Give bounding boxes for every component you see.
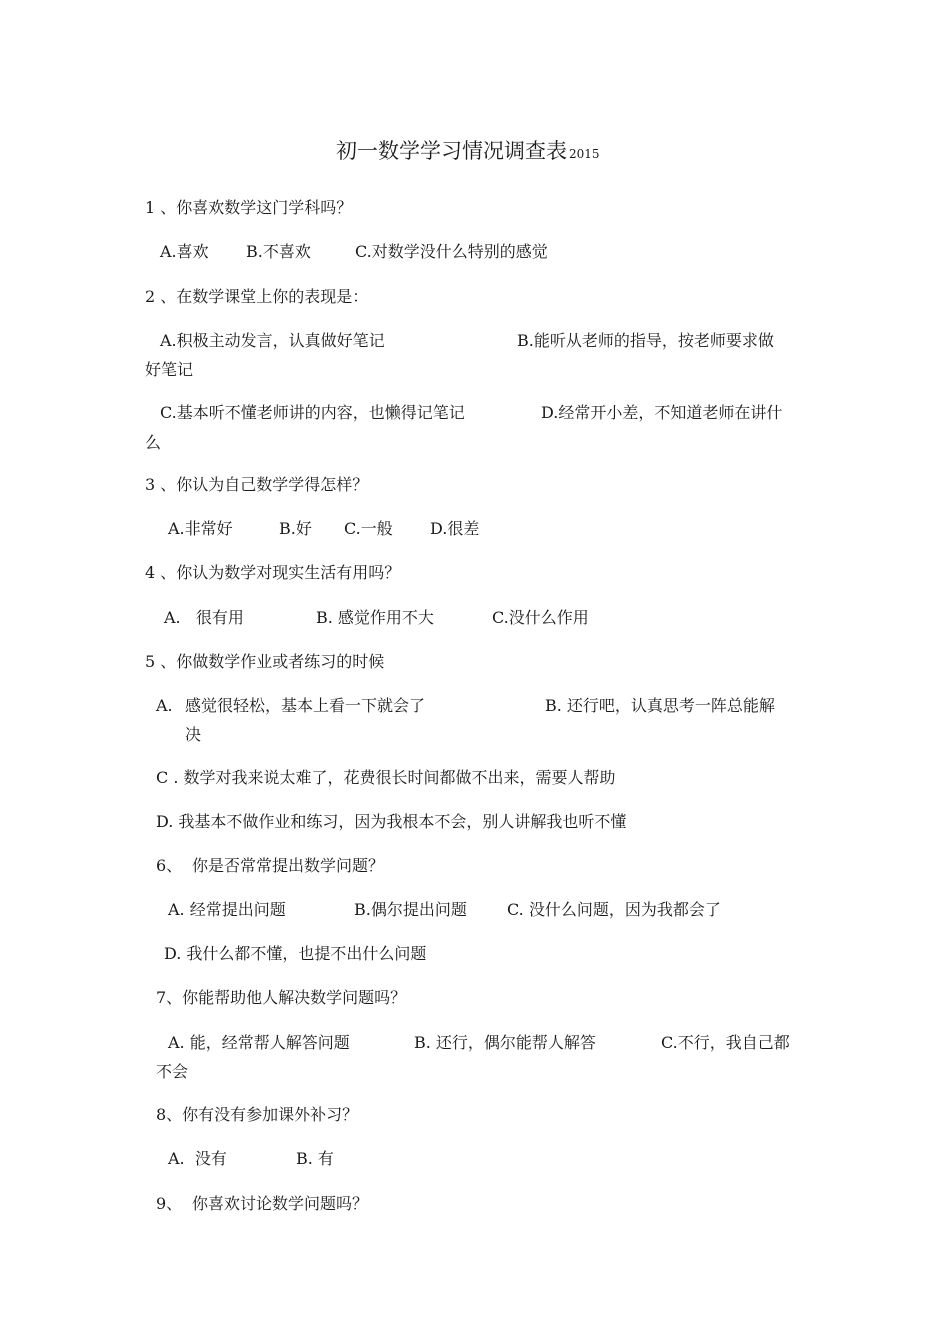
question-1: 1 、你喜欢数学这门学科吗？: [145, 198, 353, 217]
question-4: 4 、你认为数学对现实生活有用吗？: [145, 563, 401, 582]
question-9: 你喜欢讨论数学问题吗？: [192, 1194, 369, 1213]
q5-option-a: 感觉很轻松，基本上看一下就会了: [185, 696, 426, 715]
question-6-number: 6、: [156, 856, 183, 875]
q3-option-b: B.好: [279, 519, 312, 538]
q2-option-d: D.经常开小差，不知道老师在讲什: [541, 403, 783, 422]
q1-option-c: C.对数学没什么特别的感觉: [355, 242, 548, 261]
question-9-number: 9、: [156, 1194, 183, 1213]
q8-option-a: A. 没有: [168, 1149, 227, 1168]
q4-option-c: C.没什么作用: [492, 608, 589, 627]
q6-option-d: D. 我什么都不懂，也提不出什么问题: [164, 944, 427, 963]
q4-option-b: B. 感觉作用不大: [316, 608, 434, 627]
q8-option-b: B. 有: [296, 1149, 334, 1168]
q6-option-a: A. 经常提出问题: [168, 900, 286, 919]
q7-option-b: B. 还行，偶尔能帮人解答: [414, 1033, 596, 1052]
q5-option-d: D. 我基本不做作业和练习，因为我根本不会，别人讲解我也听不懂: [156, 812, 627, 831]
q4-option-a: A. 很有用: [164, 608, 244, 627]
q7-option-c: C.不行，我自己都: [661, 1033, 790, 1052]
question-7: 7、你能帮助他人解决数学问题吗？: [156, 988, 407, 1007]
question-8: 8、你有没有参加课外补习？: [156, 1105, 359, 1124]
q2-option-b-continued: 好笔记: [145, 360, 194, 379]
q1-option-a: A.喜欢: [160, 242, 209, 261]
q2-option-a: A.积极主动发言，认真做好笔记: [160, 331, 385, 350]
q6-option-c: C. 没什么问题，因为我都会了: [507, 900, 721, 919]
title-text: 初一数学学习情况调查表: [336, 139, 567, 163]
q3-option-d: D.很差: [430, 519, 480, 538]
q7-option-c-continued: 不会: [156, 1062, 189, 1081]
q5-option-b-continued: 决: [185, 725, 202, 744]
q5-option-c: C . 数学对我来说太难了，花费很长时间都做不出来，需要人帮助: [156, 768, 616, 787]
q5-option-a-label: A.: [156, 696, 173, 715]
q3-option-c: C.一般: [344, 519, 393, 538]
q3-option-a: A.非常好: [168, 519, 233, 538]
question-3: 3 、你认为自己数学学得怎样？: [145, 475, 369, 494]
question-2: 2 、在数学课堂上你的表现是：: [145, 287, 369, 306]
document-title: [336, 140, 600, 165]
q2-option-b: B.能听从老师的指导，按老师要求做: [517, 331, 774, 350]
q5-option-b: B. 还行吧，认真思考一阵总能解: [545, 696, 775, 715]
q7-option-a: A. 能，经常帮人解答问题: [168, 1033, 350, 1052]
q2-option-c: C.基本听不懂老师讲的内容，也懒得记笔记: [160, 403, 465, 422]
title-year: 2015: [569, 147, 600, 161]
question-5: 5 、你做数学作业或者练习的时候: [145, 652, 385, 671]
question-6: 你是否常常提出数学问题？: [192, 856, 385, 875]
q6-option-b: B.偶尔提出问题: [354, 900, 467, 919]
q1-option-b: B.不喜欢: [246, 242, 311, 261]
q2-option-d-continued: 么: [145, 433, 162, 452]
